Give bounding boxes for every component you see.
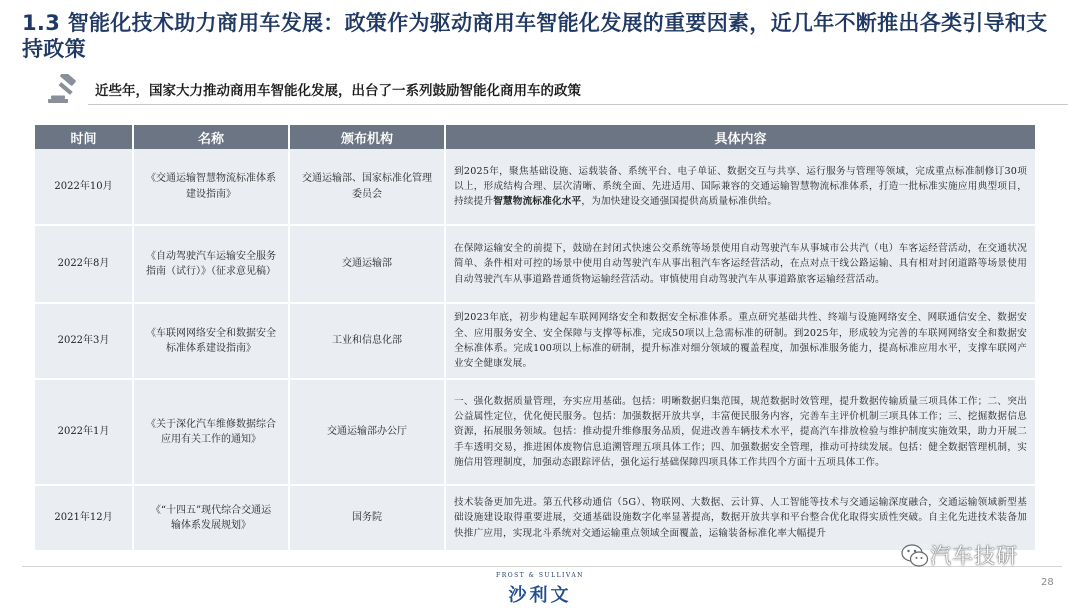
cell-name (133, 485, 289, 551)
header-content: 具体内容 (445, 125, 1035, 149)
page-title: 1.3 智能化技术助力商用车发展：政策作为驱动商用车智能化发展的重要因素，近几年不断推出各类引导和支持政策 (22, 11, 1048, 61)
table-row (35, 149, 1035, 225)
gavel-icon (46, 74, 82, 106)
cell-name (133, 225, 289, 303)
brand-english: FROST & SULLIVAN (496, 572, 584, 579)
issuer: 国务院 (352, 512, 382, 524)
header-org: 颁布机构 (289, 125, 445, 149)
content-tail: ，为加快建设交通强国提供高质量标准供给。 (581, 196, 778, 208)
policy-name: 《交通运输智慧物流标准体系建设指南》 (146, 173, 276, 200)
cell-time: 2022年8月 (35, 225, 133, 303)
cell-name (133, 379, 289, 485)
cell-time: 2022年1月 (35, 379, 133, 485)
watermark (900, 536, 1050, 572)
table-row (35, 379, 1035, 485)
brand-logo: 沙利文 (508, 585, 572, 606)
cell-time: 2022年3月 (35, 303, 133, 379)
cell-content: 技术装备更加先进。第五代移动通信（5G）、物联网、大数据、云计算、人工智能等技术与交通运输深度融合，交通运输领域新型基础设施建设取得重要进展，交通基础设施数字化率显著提高，数据开放共享和平台整合优化取得实质性突破。自主化先进技术装备加快推广应用，实现北斗系统对交通运输重点领域全面覆盖，运输装备标准化率大幅提升 (445, 485, 1035, 551)
cell-content: 一、强化数据质量管理，夯实应用基础。包括：明晰数据归集范围，规范数据时效管理，提升数据传输质量三项具体工作；二、突出公益属性定位，优化便民服务。包括：加强数据开放共享，丰富便民服务内容，完善车主评价机制三项具体工作；三、挖掘数据信息资源，拓展服务领域。包括：推动提升维修服务品质，促进改善车辆技术水平，提高汽车排放检验与维护制度实施效果，助力开展二手车透明交易，推进困体废物信息追溯管理五项具体工作；四、加强数据安全管理，推动可持续发展。包括：健全数据管理机制，实施信用管理制度，加强动态跟踪评估，强化运行基础保障四项具体工作共四个方面十五项具体工作。 (445, 379, 1035, 485)
issuer: 交通运输部 (342, 258, 392, 270)
issuer: 交通运输部、国家标准化管理委员会 (302, 173, 432, 200)
table-row (35, 303, 1035, 379)
cell-name (133, 303, 289, 379)
cell-org (289, 149, 445, 225)
cell-time: 2022年10月 (35, 149, 133, 225)
subtitle: 近些年，国家大力推动商用车智能化发展，出台了一系列鼓励智能化商用车的政策 (95, 83, 581, 99)
cell-name (133, 149, 289, 225)
issuer: 工业和信息化部 (332, 335, 402, 347)
page-number: 28 (1041, 577, 1054, 588)
cell-org (289, 225, 445, 303)
policy-name: 《关于深化汽车维修数据综合应用有关工作的通知》 (146, 418, 276, 445)
cell-org (289, 303, 445, 379)
watermark-text: 汽车技研 (930, 544, 1018, 568)
cell-content: 到2023年底，初步构建起车联网网络安全和数据安全标准体系。重点研究基础共性、终端与设施网络安全、网联通信安全、数据安全、应用服务安全、安全保障与支撑等标准，完成50项以上急需标准的研制。到2025年，形成较为完善的车联网网络安全和数据安全标准体系。完成100项以上标准的研制，提升标准对细分领域的覆盖程度，加强标准服务能力，提高标准应用水平，支撑车联网产业安全健康发展。 (445, 303, 1035, 379)
subtitle-row (40, 74, 1040, 106)
cell-content (445, 149, 1035, 225)
policy-name: 《车联网网络安全和数据安全标准体系建设指南》 (146, 327, 276, 354)
content-text: 到2025年，聚焦基础设施、运载装备、系统平台、电子单证、数据交互与共享、运行服务与管理等领域，完成重点标准制修订30项以上，形成结构合理、层次清晰、系统全面、先进适用、国际兼容的交通运输智慧物流标准体系，打造一批标准实施应用典型项目，持续提升 (454, 165, 1027, 208)
subtitle-divider (88, 104, 1068, 105)
cell-org (289, 485, 445, 551)
table-header-row (35, 125, 1035, 149)
wechat-icon (900, 542, 930, 570)
cell-content: 在保障运输安全的前提下，鼓励在封闭式快速公交系统等场景使用自动驾驶汽车从事城市公共汽（电）车客运经营活动，在交通状况简单、条件相对可控的场景中使用自动驾驶汽车从事出租汽车客运经营活动，在点对点干线公路运输、具有相对封闭道路等场景使用自动驾驶汽车从事道路普通货物运输经营活动。审慎使用自动驾驶汽车从事道路旅客运输经营活动。 (445, 225, 1035, 303)
cell-time: 2021年12月 (35, 485, 133, 551)
policy-table (35, 125, 1035, 552)
cell-org (289, 379, 445, 485)
policy-name: 《“十四五”现代综合交通运输体系发展规划》 (150, 504, 272, 531)
table-row (35, 225, 1035, 303)
table-row (35, 485, 1035, 551)
header-time: 时间 (35, 125, 133, 149)
header-name: 名称 (133, 125, 289, 149)
policy-name: 《自动驾驶汽车运输安全服务指南（试行）》（征求意见稿） (146, 250, 276, 277)
issuer: 交通运输部办公厅 (327, 426, 407, 438)
content-emphasis: 智慧物流标准化水平 (493, 196, 582, 208)
